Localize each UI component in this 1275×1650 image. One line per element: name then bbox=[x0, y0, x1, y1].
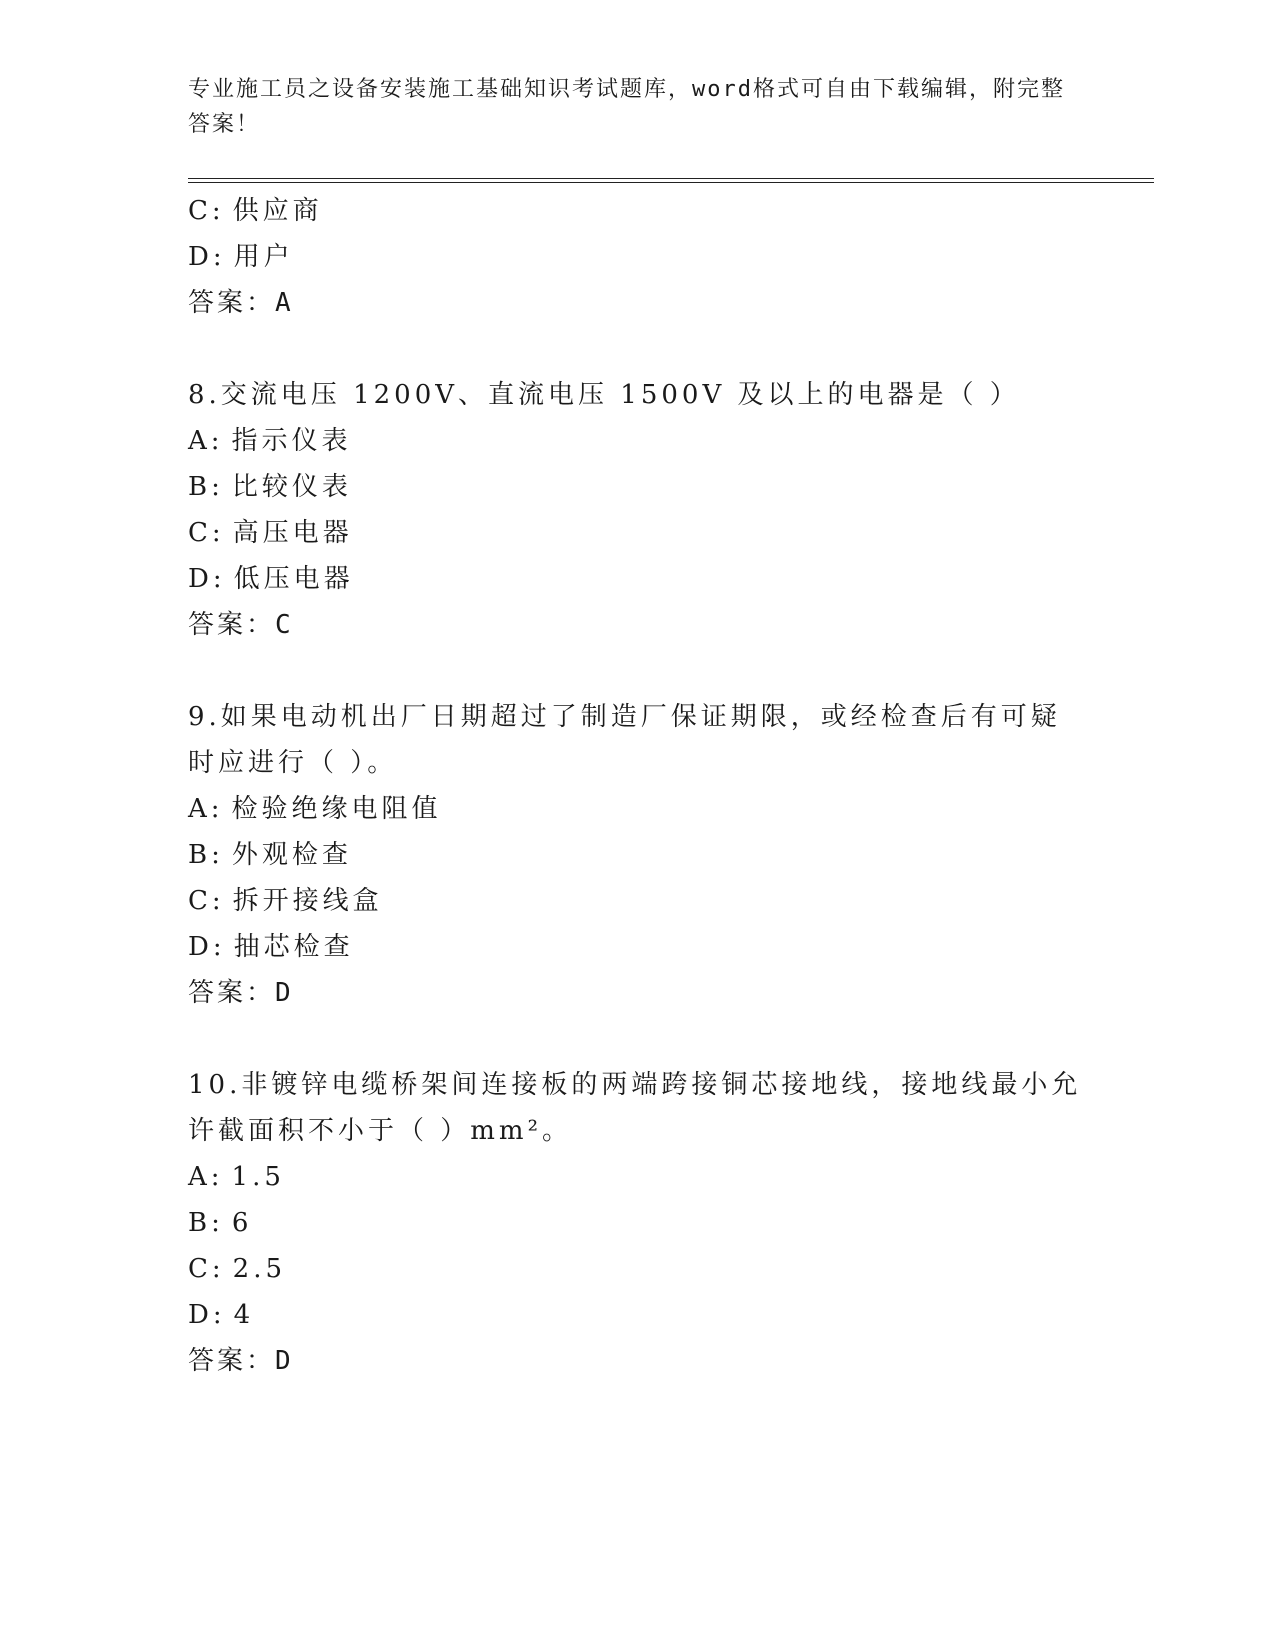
answer-line bbox=[188, 970, 1088, 1016]
option-b bbox=[188, 1200, 1088, 1246]
question-list bbox=[188, 188, 1088, 1384]
question-stem: 10.非镀锌电缆桥架间连接板的两端跨接铜芯接地线，接地线最小允许截面积不小于（ ）mm²。 bbox=[188, 1070, 1082, 1146]
option-c bbox=[188, 1246, 1088, 1292]
option-text: 低压电器 bbox=[233, 564, 354, 594]
option-c bbox=[188, 878, 1088, 924]
option-a bbox=[188, 418, 1088, 464]
question-stem: 8.交流电压 1200V、直流电压 1500V 及以上的电器是（ ） bbox=[188, 380, 1020, 410]
option-d bbox=[188, 234, 1088, 280]
option-label: D: bbox=[188, 564, 226, 594]
option-label: B: bbox=[188, 472, 224, 502]
option-label: A: bbox=[188, 1162, 224, 1192]
option-text: 外观检查 bbox=[231, 840, 352, 870]
option-label: D: bbox=[188, 932, 226, 962]
option-d bbox=[188, 924, 1088, 970]
option-d bbox=[188, 556, 1088, 602]
answer-line bbox=[188, 602, 1088, 648]
option-d bbox=[188, 1292, 1088, 1338]
option-label: C: bbox=[188, 886, 225, 916]
option-text: 4 bbox=[233, 1300, 255, 1330]
option-label: C: bbox=[188, 1254, 225, 1284]
previous-question-tail bbox=[188, 188, 1088, 326]
option-text: 拆开接线盒 bbox=[232, 886, 383, 916]
option-label: B: bbox=[188, 1208, 224, 1238]
question-spacer bbox=[188, 326, 1088, 372]
option-label: C: bbox=[188, 518, 225, 548]
question-8 bbox=[188, 372, 1088, 648]
answer-label: 答案： bbox=[188, 288, 276, 318]
option-c bbox=[188, 510, 1088, 556]
option-text: 高压电器 bbox=[232, 518, 353, 548]
option-text: 6 bbox=[231, 1208, 253, 1238]
answer-label: 答案： bbox=[188, 1346, 276, 1376]
answer-line bbox=[188, 280, 1088, 326]
option-text: 供应商 bbox=[232, 196, 323, 226]
header-divider-top bbox=[188, 178, 1154, 179]
option-c bbox=[188, 188, 1088, 234]
header-divider-bottom bbox=[188, 182, 1154, 183]
document-header bbox=[188, 72, 1068, 142]
option-label: A: bbox=[188, 794, 224, 824]
question-10 bbox=[188, 1062, 1088, 1384]
option-a bbox=[188, 1154, 1088, 1200]
question-stem: 9.如果电动机出厂日期超过了制造厂保证期限，或经检查后有可疑时应进行（ ）。 bbox=[188, 702, 1061, 778]
answer-label: 答案： bbox=[188, 610, 276, 640]
answer-value: C bbox=[275, 610, 294, 640]
question-9 bbox=[188, 694, 1088, 1016]
option-label: C: bbox=[188, 196, 225, 226]
option-text: 1.5 bbox=[231, 1162, 285, 1192]
answer-value: A bbox=[275, 288, 294, 318]
option-text: 用户 bbox=[233, 242, 294, 272]
question-spacer bbox=[188, 1016, 1088, 1062]
option-text: 检验绝缘电阻值 bbox=[231, 794, 442, 824]
answer-line bbox=[188, 1338, 1088, 1384]
option-label: D: bbox=[188, 242, 226, 272]
answer-value: D bbox=[275, 1346, 294, 1376]
answer-label: 答案： bbox=[188, 978, 276, 1008]
option-b bbox=[188, 464, 1088, 510]
option-label: D: bbox=[188, 1300, 226, 1330]
option-text: 抽芯检查 bbox=[233, 932, 354, 962]
option-text: 2.5 bbox=[232, 1254, 287, 1284]
header-text: 专业施工员之设备安装施工基础知识考试题库，word格式可自由下载编辑，附完整答案！ bbox=[188, 77, 1065, 137]
option-label: A: bbox=[188, 426, 224, 456]
option-a bbox=[188, 786, 1088, 832]
option-label: B: bbox=[188, 840, 224, 870]
answer-value: D bbox=[275, 978, 294, 1008]
option-text: 比较仪表 bbox=[231, 472, 352, 502]
question-spacer bbox=[188, 648, 1088, 694]
option-text: 指示仪表 bbox=[231, 426, 352, 456]
option-b bbox=[188, 832, 1088, 878]
